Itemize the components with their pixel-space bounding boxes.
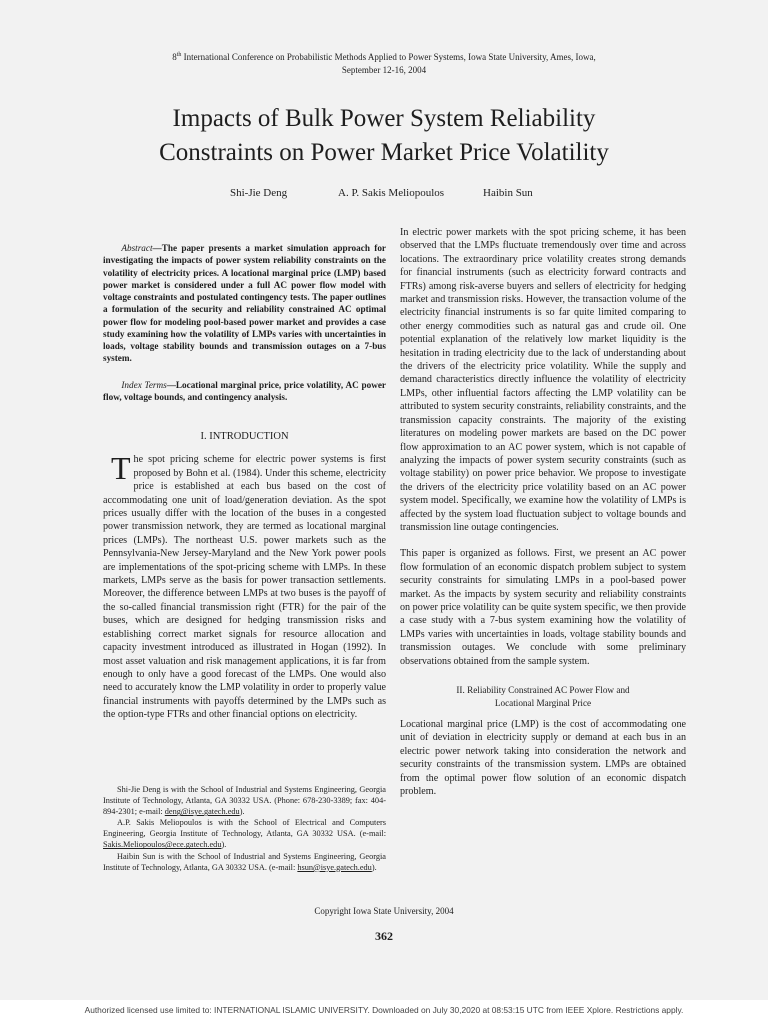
- intro-paragraph-1: [103, 450, 386, 721]
- author-footnotes: [103, 784, 386, 873]
- copyright-notice: Copyright Iowa State University, 2004: [314, 906, 454, 916]
- drop-cap: T: [111, 450, 131, 487]
- title-line-2: Constraints on Power Market Price Volatility: [159, 139, 609, 166]
- footnote: Shi-Jie Deng is with the School of Industrial and Systems Engineering, Georgia Institute of Technology, Atlanta, GA 30332 USA. (Phone: 678-230-3389; fax: 404-894-2301; e-mail: deng@isye.gatech.edu).: [103, 785, 386, 817]
- section-heading-line-1: II. Reliability Constrained AC Power Flow and: [456, 685, 630, 695]
- license-footer: Authorized licensed use limited to: INTERNATIONAL ISLAMIC UNIVERSITY. Downloaded on July 30,2020 at 08:53:15 UTC from IEEE Xplore. Restrictions apply.: [84, 1005, 684, 1015]
- author-name: A. P. Sakis Meliopoulos: [338, 187, 445, 199]
- page-number: 362: [375, 929, 393, 943]
- intro-paragraph-3: This paper is organized as follows. First, we present an AC power flow formulation of an economic dispatch problem subject to system security constraints for simulating LMPs in a pool-based power market. As the impacts by system security and reliability constraints on power price volatility can be quite system specific, we then provide a case study with a 7-bus system examining how the volatility of LMPs varies with uncertainties in loads, voltage stability bounds and transmission outages. We conclude with some preliminary observations obtained from the sample system.: [400, 548, 686, 667]
- left-column: [103, 242, 386, 722]
- conference-header: [120, 49, 648, 77]
- abstract-label: Abstract: [121, 243, 153, 253]
- intro-paragraph-1-text: he spot pricing scheme for electric power systems is first proposed by Bohn et al. (1984). Under this scheme, electricity price is established at each bus based on the cost of accommodating one unit of load/generation deviation. As the spot prices usually differ with the location of the buses in a congested power transmission network, they are termed as locational marginal prices (LMPs). The northeast U.S. power markets such as the Pennsylvania-New Jersey-Maryland and the New York power pools are implementations of the spot-pricing scheme with LMPs. In these markets, LMPs serve as the basis for power transaction settlements. Moreover, the difference between LMPs at two buses is the payoff of the so-called financial transmission right (FTR) for the pair of the buses, which are designed for hedging transmission risks and establishing correct market signals for resource allocation and capacity investment introduced as illustrated in Hogan (1992). In most asset valuation and risk management applications, it is far from enough to only have a good forecast of the LMPs. One would also need to accurately know the LMP volatility in order to properly value financial instruments with payoffs determined by the LMPs such as the option-type FTRs and other financial options on electricity.: [103, 454, 386, 721]
- abstract-text: —The paper presents a market simulation approach for investigating the impacts of power system reliability constraints on the volatility of electricity prices. A locational marginal price (LMP) based power market is considered under a full AC power flow model with voltage constraints and postulated contingency tests. The paper outlines a formulation of the security and reliability constrained AC optimal power flow for modeling pool-based power market and provides a case study examining how the volatility of LMPs varies with uncertainties in loads, voltage stability bounds and transmission outages on a 7-bus system.: [103, 243, 386, 364]
- index-terms-text: —Locational marginal price, price volatility, AC power flow, voltage bounds, and contingency analysis.: [103, 379, 386, 402]
- email-link[interactable]: deng@isye.gatech.edu: [164, 807, 240, 817]
- right-column: [400, 226, 686, 798]
- index-terms: [103, 379, 386, 404]
- title-line-1: Impacts of Bulk Power System Reliability: [172, 105, 596, 132]
- section-heading: [410, 684, 676, 710]
- section2-paragraph-1: Locational marginal price (LMP) is the cost of accommodating one unit of deviation in electricity supply or demand at each bus in an electric power network taking into consideration the network and security constraints of the transmission system. LMPs are obtained from the optimal power flow solution of an economic dispatch problem.: [400, 719, 686, 798]
- section-heading-line-2: Locational Marginal Price: [494, 698, 592, 708]
- abstract: [103, 242, 386, 365]
- index-terms-label: Index Terms: [121, 379, 167, 390]
- footnote: A.P. Sakis Meliopoulos is with the School of Electrical and Computers Engineering, Georgia Institute of Technology, Atlanta, GA 30332 USA. (e-mail: Sakis.Meliopoulos@ece.gatech.edu).: [103, 818, 386, 850]
- author-name: Shi-Jie Deng: [230, 187, 288, 199]
- footnote: Haibin Sun is with the School of Industrial and Systems Engineering, Georgia Institute of Technology, Atlanta, GA 30332 USA. (e-mail: hsun@isye.gatech.edu).: [103, 851, 386, 872]
- paper-title: [90, 102, 678, 170]
- email-link[interactable]: Sakis.Meliopoulos@ece.gatech.edu: [103, 840, 222, 850]
- author-name: Haibin Sun: [483, 187, 533, 199]
- conference-line-1: 8th International Conference on Probabilistic Methods Applied to Power Systems, Iowa State University, Ames, Iowa,: [172, 52, 596, 62]
- email-link[interactable]: hsun@isye.gatech.edu: [297, 862, 372, 872]
- intro-paragraph-2: In electric power markets with the spot pricing scheme, it has been observed that the LMPs fluctuate tremendously over time and across locations. The extraordinary price volatility creates strong demands for financial instruments (such as electricity forward contracts and FTRs) among risk-averse buyers and sellers of electricity for hedging market and transmission risks. However, the transaction volume of the electricity financial instruments is so far quite limited comparing to other energy commodities such as natural gas and crude oil. One potential explanation of the relatively low market liquidity is the hesitation in trading electricity due to the lack of understanding about the drivers of the electricity price volatility. While the supply and demand characteristics directly influence the volatility of electricity LMPs, other influential factors affecting the LMP volatility can be attributed to system security constraints, reliability constraints, and the transmission capacity constraints. The majority of the existing literatures on modeling power markets are based on the DC power flow approximation to an AC power system, which is not capable of analyzing the impacts of power system security constraints (such as voltage stability) on power price behavior. We propose to investigate the drivers of the electricity price volatility based on an AC power system model. Specifically, we examine how the volatility of LMPs is affected by the system load fluctuation subject to voltage bounds and transmission line outage contingencies.: [400, 227, 686, 533]
- section-heading: I. INTRODUCTION: [200, 431, 289, 442]
- conference-line-2: September 12-16, 2004: [341, 65, 427, 75]
